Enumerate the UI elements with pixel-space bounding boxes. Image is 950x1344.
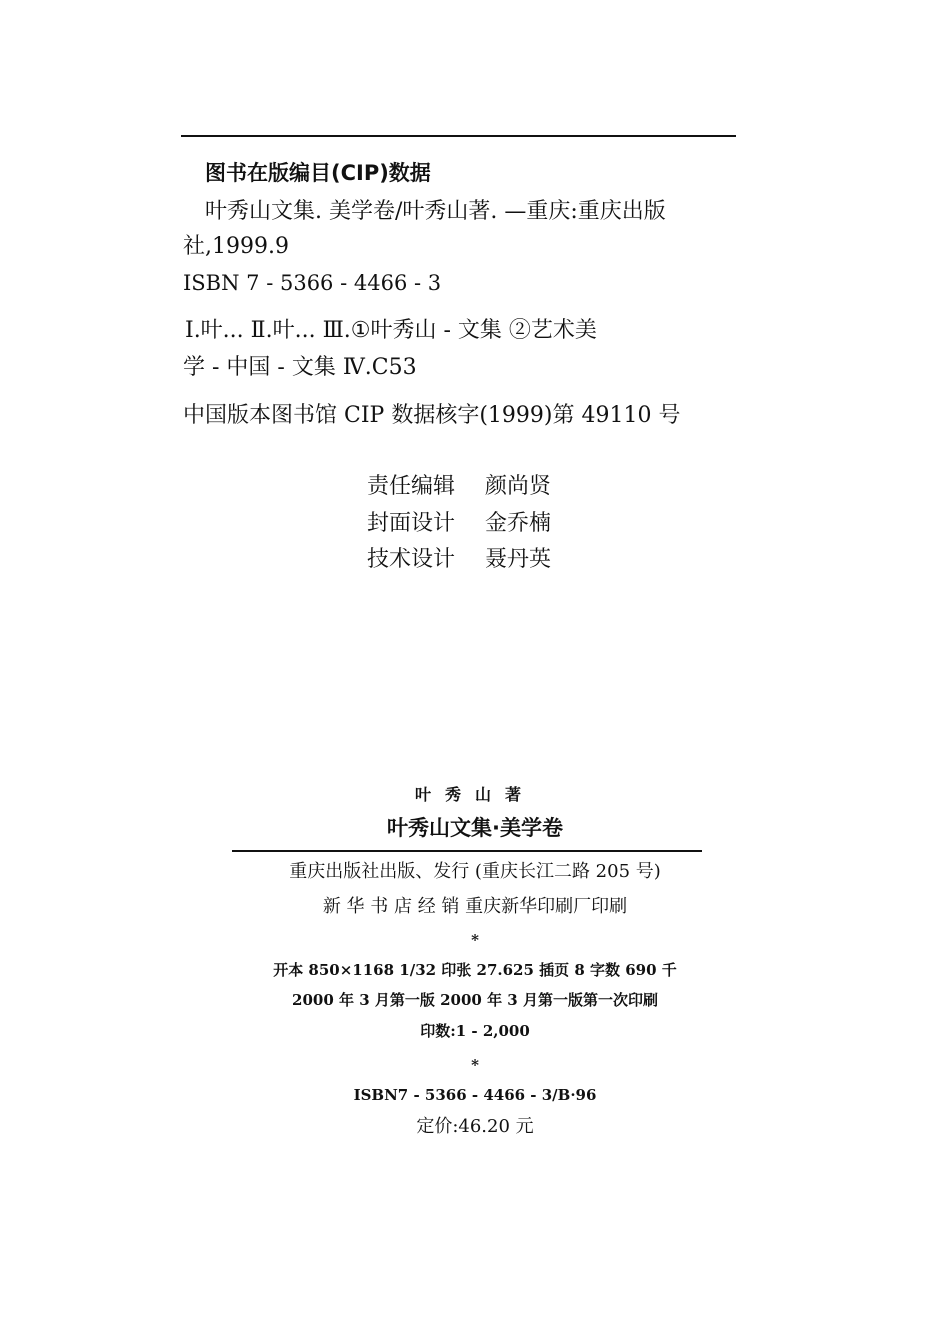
credit-role: 封面设计 (367, 511, 456, 536)
credit-name: 聂丹英 (485, 547, 552, 572)
colophon-price: 定价:46.20 元 (416, 1116, 534, 1137)
cip-line-1: 叶秀山文集. 美学卷/叶秀山著. —重庆:重庆出版 (205, 199, 666, 224)
colophon-publisher-line: 重庆出版社出版、发行 (重庆长江二路 205 号) (289, 861, 661, 882)
credit-row (367, 513, 551, 535)
credit-role: 技术设计 (367, 547, 456, 572)
colophon-distribution-line: 新 华 书 店 经 销 重庆新华印刷厂印刷 (322, 896, 628, 917)
credit-name: 颜尚贤 (485, 474, 552, 499)
credit-row (367, 549, 551, 571)
colophon-book-title: 叶秀山文集·美学卷 (387, 816, 563, 840)
cip-classification-2: 学 - 中国 - 文集 Ⅳ.C53 (183, 355, 417, 380)
credit-role: 责任编辑 (367, 474, 456, 499)
cip-classification-1: Ⅰ.叶... Ⅱ.叶... Ⅲ.①叶秀山 - 文集 ②艺术美 (185, 318, 597, 343)
colophon-edition-line: 2000 年 3 月第一版 2000 年 3 月第一版第一次印刷 (292, 991, 658, 1009)
colophon-star-1: * (471, 931, 479, 949)
cip-verification: 中国版本图书馆 CIP 数据核字(1999)第 49110 号 (183, 403, 681, 428)
colophon-print-run: 印数:1 - 2,000 (420, 1022, 530, 1040)
colophon-rule (232, 850, 702, 852)
cip-line-2: 社,1999.9 (183, 234, 289, 259)
colophon-isbn: ISBN7 - 5366 - 4466 - 3/B·96 (353, 1086, 597, 1104)
credit-name: 金乔楠 (485, 511, 552, 536)
cip-top-rule (181, 135, 736, 137)
colophon-author: 叶秀山著 (414, 785, 535, 804)
cip-title: 图书在版编目(CIP)数据 (205, 161, 431, 185)
colophon-star-2: * (471, 1056, 479, 1074)
credit-row (367, 476, 551, 498)
cip-isbn: ISBN 7 - 5366 - 4466 - 3 (183, 271, 442, 295)
colophon-format-line: 开本 850×1168 1/32 印张 27.625 插页 8 字数 690 千 (273, 961, 677, 979)
